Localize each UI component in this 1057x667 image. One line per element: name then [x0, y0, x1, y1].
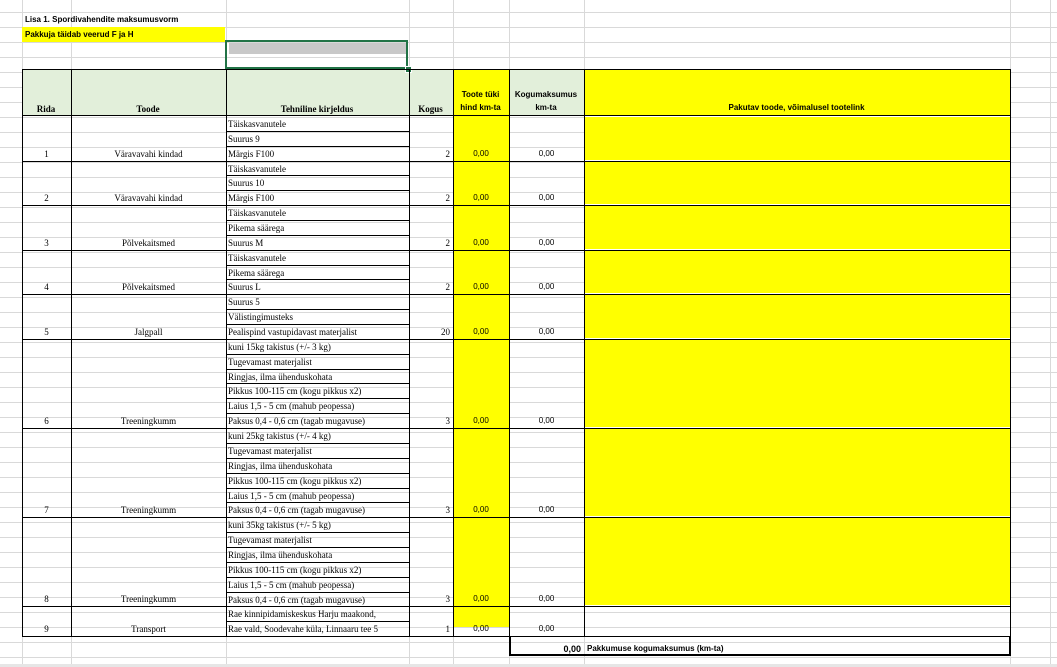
- row-number[interactable]: 5: [44, 326, 49, 337]
- spec-divider: [226, 175, 409, 176]
- column-border: [71, 69, 72, 637]
- row-number[interactable]: 7: [44, 505, 49, 516]
- spec-line[interactable]: Suurus 9: [228, 133, 260, 144]
- offer-cell-yellow: [584, 340, 1010, 427]
- total-value[interactable]: 0,00: [563, 644, 581, 654]
- offer-cell-yellow: [584, 117, 1010, 160]
- spec-line[interactable]: Suurus M: [228, 237, 264, 248]
- row-bottom-border: [22, 161, 1011, 162]
- quantity-cell[interactable]: 3: [445, 594, 450, 605]
- gridline-h: [0, 657, 1057, 658]
- spec-divider: [226, 398, 409, 399]
- quantity-cell[interactable]: 3: [445, 416, 450, 427]
- spec-line[interactable]: Pikkus 100-115 cm (kogu pikkus x2): [228, 475, 362, 486]
- gridline-h: [0, 42, 1057, 43]
- product-name[interactable]: Transport: [131, 624, 166, 635]
- spec-line[interactable]: Täiskasvanutele: [228, 252, 286, 263]
- spec-divider: [226, 324, 409, 325]
- spec-line[interactable]: Laius 1,5 - 5 cm (mahub peopessa): [228, 490, 355, 501]
- total-cost-cell[interactable]: 0,00: [538, 624, 555, 634]
- spec-line[interactable]: Ringjas, ilma ühenduskohata: [228, 460, 333, 471]
- column-border: [22, 69, 23, 637]
- quantity-cell[interactable]: 20: [441, 326, 450, 337]
- spec-line[interactable]: Pikkus 100-115 cm (kogu pikkus x2): [228, 386, 362, 397]
- offer-cell-yellow: [584, 206, 1010, 249]
- spec-divider: [226, 235, 409, 236]
- quantity-cell[interactable]: 2: [445, 282, 450, 293]
- spec-line[interactable]: Laius 1,5 - 5 cm (mahub peopessa): [228, 401, 355, 412]
- spec-divider: [226, 473, 409, 474]
- total-cost-cell[interactable]: 0,00: [538, 505, 555, 515]
- gridline-v: [1050, 0, 1051, 664]
- spec-line[interactable]: Tugevamast materjalist: [228, 356, 312, 367]
- row-bottom-border: [22, 205, 1011, 206]
- total-cost-cell[interactable]: 0,00: [538, 594, 555, 604]
- spec-divider: [226, 354, 409, 355]
- product-name[interactable]: Treeningkumm: [120, 416, 177, 427]
- spec-line[interactable]: Ringjas, ilma ühenduskohata: [228, 549, 333, 560]
- unit-price-cell[interactable]: 0,00: [473, 282, 489, 292]
- row-bottom-border: [22, 636, 1011, 637]
- row-bottom-border: [22, 606, 1011, 607]
- spec-divider: [226, 562, 409, 563]
- spec-divider: [226, 265, 409, 266]
- offer-cell-yellow: [584, 429, 1010, 516]
- offer-cell-yellow: [584, 518, 1010, 605]
- product-name[interactable]: Väravavahi kindad: [114, 193, 183, 204]
- quantity-cell[interactable]: 1: [445, 624, 450, 635]
- spec-line[interactable]: Märgis F100: [228, 148, 275, 159]
- total-cost-cell[interactable]: 0,00: [538, 416, 555, 426]
- header-kogumaksumus-line1[interactable]: Kogumaksumus: [514, 90, 578, 99]
- spec-divider: [226, 131, 409, 132]
- header-kogumaksumus-line2[interactable]: km-ta: [535, 103, 557, 112]
- spec-divider: [226, 547, 409, 548]
- spec-line[interactable]: Rae vald, Soodevahe küla, Linnaaru tee 5: [228, 624, 378, 635]
- quantity-cell[interactable]: 2: [445, 148, 450, 159]
- header-hind-line1[interactable]: Toote tüki: [461, 90, 500, 99]
- spec-divider: [226, 279, 409, 280]
- spec-line[interactable]: Laius 1,5 - 5 cm (mahub peopessa): [228, 579, 355, 590]
- spec-divider: [226, 309, 409, 310]
- spec-line[interactable]: Paksus 0,4 - 0,6 cm (tagab mugavuse): [228, 594, 365, 605]
- offer-cell-yellow: [584, 295, 1010, 338]
- row-bottom-border: [22, 517, 1011, 518]
- spec-divider: [226, 488, 409, 489]
- row-bottom-border: [22, 294, 1011, 295]
- unit-price-cell[interactable]: 0,00: [473, 148, 489, 158]
- spec-line[interactable]: Märgis F100: [228, 193, 275, 204]
- spec-divider: [226, 443, 409, 444]
- row-bottom-border: [22, 339, 1011, 340]
- gridline-h: [0, 612, 1057, 613]
- selected-cell[interactable]: [225, 40, 408, 69]
- quantity-cell[interactable]: 3: [445, 505, 450, 516]
- product-name[interactable]: Põlvekaitsmed: [122, 282, 175, 293]
- column-border: [226, 69, 227, 637]
- spec-divider: [226, 577, 409, 578]
- spec-line[interactable]: Paksus 0,4 - 0,6 cm (tagab mugavuse): [228, 416, 365, 427]
- product-name[interactable]: Treeningkumm: [120, 594, 177, 605]
- spec-divider: [226, 621, 409, 622]
- spec-line[interactable]: kuni 35kg takistus (+/- 5 kg): [228, 520, 331, 531]
- header-kogus[interactable]: Kogus: [418, 104, 443, 114]
- spec-line[interactable]: kuni 25kg takistus (+/- 4 kg): [228, 431, 331, 442]
- row-bottom-border: [22, 250, 1011, 251]
- spec-line[interactable]: Pealispind vastupidavast materjalist: [228, 327, 357, 338]
- spec-divider: [226, 369, 409, 370]
- row-number[interactable]: 8: [44, 594, 49, 605]
- spec-line[interactable]: Tugevamast materjalist: [228, 445, 312, 456]
- spec-line[interactable]: Paksus 0,4 - 0,6 cm (tagab mugavuse): [228, 505, 365, 516]
- header-toode[interactable]: Toode: [136, 104, 160, 114]
- spec-line[interactable]: kuni 15kg takistus (+/- 3 kg): [228, 341, 331, 352]
- quantity-cell[interactable]: 2: [445, 193, 450, 204]
- spec-line[interactable]: Pikkus 100-115 cm (kogu pikkus x2): [228, 564, 362, 575]
- product-name[interactable]: Väravavahi kindad: [114, 148, 183, 159]
- product-name[interactable]: Jalgpall: [134, 326, 163, 337]
- spec-line[interactable]: Pikema säärega: [228, 267, 285, 278]
- unit-price-cell[interactable]: 0,00: [473, 624, 489, 634]
- spec-line[interactable]: Suurus 10: [228, 178, 265, 189]
- spec-divider: [226, 383, 409, 384]
- product-name[interactable]: Põlvekaitsmed: [122, 237, 175, 248]
- spec-line[interactable]: Suurus 5: [228, 297, 260, 308]
- offer-cell-yellow: [584, 162, 1010, 205]
- spec-line[interactable]: Pikema säärega: [228, 223, 285, 234]
- spec-line[interactable]: Täiskasvanutele: [228, 208, 286, 219]
- spec-divider: [226, 413, 409, 414]
- column-border: [453, 69, 454, 637]
- header-rida[interactable]: Rida: [36, 104, 56, 114]
- gridline-h: [0, 12, 1057, 13]
- gridline-h: [0, 57, 1057, 58]
- total-cost-cell[interactable]: 0,00: [538, 282, 555, 292]
- spec-divider: [226, 458, 409, 459]
- unit-price-cell[interactable]: 0,00: [473, 505, 489, 515]
- spec-divider: [226, 532, 409, 533]
- spec-line[interactable]: Välistingimusteks: [228, 312, 293, 323]
- product-name[interactable]: Treeningkumm: [120, 505, 177, 516]
- document-title: Lisa 1. Spordivahendite maksumusvorm: [25, 15, 179, 24]
- unit-price-cell[interactable]: 0,00: [473, 594, 489, 604]
- column-border: [509, 69, 510, 637]
- header-pakutav[interactable]: Pakutav toode, võimalusel tootelink: [728, 103, 865, 112]
- header-hind-line2[interactable]: hind km-ta: [460, 103, 501, 112]
- row-number[interactable]: 9: [44, 624, 49, 635]
- offer-cell-yellow: [584, 251, 1010, 294]
- quantity-cell[interactable]: 2: [445, 237, 450, 248]
- spec-line[interactable]: Täiskasvanutele: [228, 119, 286, 129]
- total-cost-cell[interactable]: 0,00: [538, 237, 555, 247]
- total-cost-cell[interactable]: 0,00: [538, 148, 555, 158]
- spec-divider: [226, 502, 409, 503]
- total-cost-cell[interactable]: 0,00: [538, 326, 555, 336]
- unit-price-cell[interactable]: 0,00: [473, 416, 489, 426]
- spec-divider: [226, 146, 409, 147]
- total-label: Pakkumuse kogumaksumus (km-ta): [587, 644, 724, 653]
- unit-price-cell[interactable]: 0,00: [473, 326, 489, 336]
- row-number[interactable]: 3: [44, 237, 49, 248]
- table-top-border: [22, 69, 1011, 70]
- spec-line[interactable]: Ringjas, ilma ühenduskohata: [228, 371, 333, 382]
- total-box-bottom: [509, 654, 1011, 656]
- spec-line[interactable]: Täiskasvanutele: [228, 163, 286, 174]
- total-cost-cell[interactable]: 0,00: [538, 193, 555, 203]
- row-number[interactable]: 2: [44, 193, 49, 204]
- spec-line[interactable]: Suurus L: [228, 282, 261, 293]
- header-bottom-border: [22, 115, 1011, 116]
- column-border: [584, 69, 585, 637]
- unit-price-cell[interactable]: 0,00: [473, 193, 489, 203]
- row-number[interactable]: 1: [44, 148, 49, 159]
- unit-price-cell[interactable]: 0,00: [473, 237, 489, 247]
- row-bottom-border: [22, 428, 1011, 429]
- column-border: [409, 69, 410, 637]
- spec-line[interactable]: Rae kinnipidamiskeskus Harju maakond,: [228, 609, 376, 620]
- row-number[interactable]: 6: [44, 416, 49, 427]
- spec-divider: [226, 220, 409, 221]
- spec-divider: [226, 190, 409, 191]
- spec-line[interactable]: Tugevamast materjalist: [228, 535, 312, 546]
- row-number[interactable]: 4: [44, 282, 49, 293]
- note-text: Pakkuja täidab veerud F ja H: [25, 30, 134, 39]
- column-border: [1010, 69, 1011, 637]
- spec-divider: [226, 592, 409, 593]
- header-kirjeldus[interactable]: Tehniline kirjeldus: [280, 104, 354, 114]
